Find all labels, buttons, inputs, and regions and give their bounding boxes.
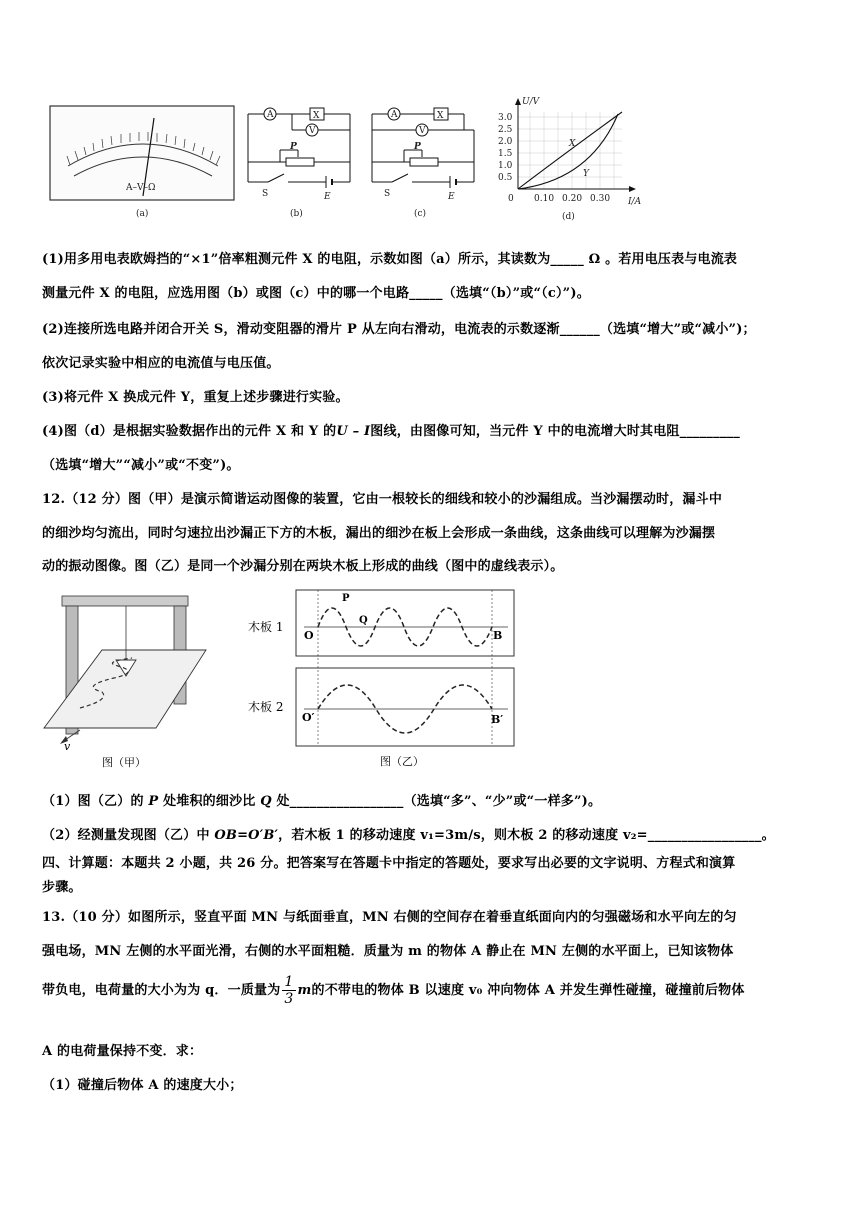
x-tick-2: 0.10 [534,194,555,204]
figure-c-circuit [364,100,484,222]
section4-line1: 四、计算题：本题共 2 小题，共 26 分。把答案写在答题卡中指定的答题处，要求写出必要的文字说明、方程式和演算 [42,856,736,871]
point-o-label: O [304,629,314,642]
curve-y-label: Y [583,169,589,179]
emf-e-label: E [324,192,331,202]
mass-m-var: m [297,983,312,998]
x-tick-3: 0.20 [562,194,583,204]
slider-p-label: P [414,142,421,152]
ammeter-label: A [391,110,398,120]
q-var: Q [260,794,272,809]
y-tick-4: 1.5 [498,149,513,159]
q11-part2-line2: 依次记录实验中相应的电流值与电压值。 [42,356,280,371]
figure-b-caption: (b) [290,209,303,219]
q13-line4: A 的电荷量保持不变．求： [42,1044,203,1059]
point-b-prime-label: B′ [491,713,504,726]
q12-part2-text-b: ，若木板 1 的移动速度 v₁=3m/s，则木板 2 的移动速度 v₂=_________________。 [278,828,775,843]
ammeter-label: A [267,110,274,120]
point-o-prime-label: O′ [302,711,315,724]
emf-e-label: E [448,192,455,202]
q12-part1-text-b: 处堆积的细沙比 [158,794,261,809]
voltmeter-label: V [309,126,316,136]
figure-jia-apparatus [40,590,220,776]
q13-line1: 13.（10 分）如图所示，竖直平面 MN 与纸面垂直，MN 右侧的空间存在着垂直纸面向内的匀强磁场和水平向左的匀 [42,910,737,925]
figure-c-caption: (c) [414,209,427,219]
figure-d-ui-graph [490,92,650,226]
fraction-numerator: 1 [284,974,294,990]
y-tick-3: 2.0 [498,137,513,147]
curve-x-label: X [569,139,576,149]
figure-a-multimeter [48,104,238,222]
q12-part1 [42,790,601,809]
section4-line2: 步骤。 [42,880,82,895]
figure-b-circuit [240,100,360,222]
board-1-label: 木板 1 [248,620,284,634]
q11-part4-text-a: (4)图（d）是根据实验数据作出的元件 X 和 Y 的 [42,424,337,439]
element-x-label: X [313,111,320,121]
q12-part1-text-c: 处_________________（选填“多”、“少”或“一样多”)。 [271,794,602,809]
y-axis-label: U/V [522,97,540,107]
y-tick-6: 0.5 [498,173,513,183]
figure-a-caption: (a) [136,209,149,219]
fraction-one-third [282,974,295,1007]
q13-line3 [42,974,745,1007]
q13-line2: 强电场，MN 左侧的水平面光滑，右侧的水平面粗糙．质量为 m 的物体 A 静止在 MN 左侧的水平面上，已知该物体 [42,944,734,959]
x-axis-label: I/A [628,197,642,207]
q12-line2: 的细沙均匀流出，同时匀速拉出沙漏正下方的木板，漏出的细沙在板上会形成一条曲线，这条曲线可以理解为沙漏摆 [42,526,716,541]
figure-yi-boards [246,585,526,777]
q11-part4-text-b: 图线，由图像可知，当元件 Y 中的电流增大时其电阻_________ [370,424,740,439]
ob-var: OB=O′B′ [214,828,279,843]
element-x-label: X [437,111,444,121]
q12-line1: 12.（12 分）图（甲）是演示简谐运动图像的装置，它由一根较长的细线和较小的沙漏组成。当沙漏摆动时，漏斗中 [42,492,723,507]
x-tick-4: 0.30 [590,194,611,204]
q13-part1: （1）碰撞后物体 A 的速度大小； [42,1078,243,1093]
point-p-label: P [342,593,350,604]
point-b-label: B [493,629,503,642]
q11-part3: (3)将元件 X 换成元件 Y，重复上述步骤进行实验。 [42,390,349,405]
board-2-label: 木板 2 [248,700,284,714]
u-i-var: U – I [336,424,371,439]
q12-part2-text-a: （2）经测量发现图（乙）中 [42,828,215,843]
y-tick-1: 3.0 [498,113,513,123]
q11-part2-line1: (2)连接所选电路并闭合开关 S，滑动变阻器的滑片 P 从左向右滑动，电流表的示数逐渐______（选填“增大”或“减小”)； [42,322,756,337]
switch-s-label: S [262,189,269,199]
q12-part2 [42,824,775,843]
voltmeter-label: V [419,126,426,136]
switch-s-label: S [384,189,391,199]
q13-line3-text-a: 带负电，电荷量的大小为为 q．一质量为 [42,983,281,998]
y-tick-5: 1.0 [498,161,513,171]
meter-text: A–V–Ω [126,183,156,193]
q11-part4-line2: （选填“增大”“减小”或“不变”)。 [42,458,240,473]
q13-line3-text-b: 的不带电的物体 B 以速度 v₀ 冲向物体 A 并发生弹性碰撞，碰撞前后物体 [311,983,745,998]
q12-line3: 动的振动图像。图（乙）是同一个沙漏分别在两块木板上形成的曲线（图中的虚线表示）。 [42,559,564,574]
point-q-label: Q [359,615,368,626]
figure-d-caption: (d) [562,212,575,222]
fraction-denominator: 3 [284,991,294,1007]
figure-yi-caption: 图（乙） [380,755,424,768]
slider-p-label: P [290,142,297,152]
q12-part1-text-a: （1）图（乙）的 [42,794,149,809]
q11-part4-line1 [42,420,740,439]
q11-part1-line1: (1)用多用电表欧姆挡的“×1”倍率粗测元件 X 的电阻，示数如图（a）所示，其读数为_____ Ω 。若用电压表与电流表 [42,252,738,267]
velocity-v-label: v [64,740,71,753]
y-tick-2: 2.5 [498,125,513,135]
q11-part1-line2: 测量元件 X 的电阻，应选用图（b）或图（c）中的哪一个电路_____（选填“（b）”或“（c）”)。 [42,286,590,301]
figure-jia-caption: 图（甲） [102,756,146,769]
x-tick-1: 0 [508,194,514,204]
p-var: P [148,794,159,809]
